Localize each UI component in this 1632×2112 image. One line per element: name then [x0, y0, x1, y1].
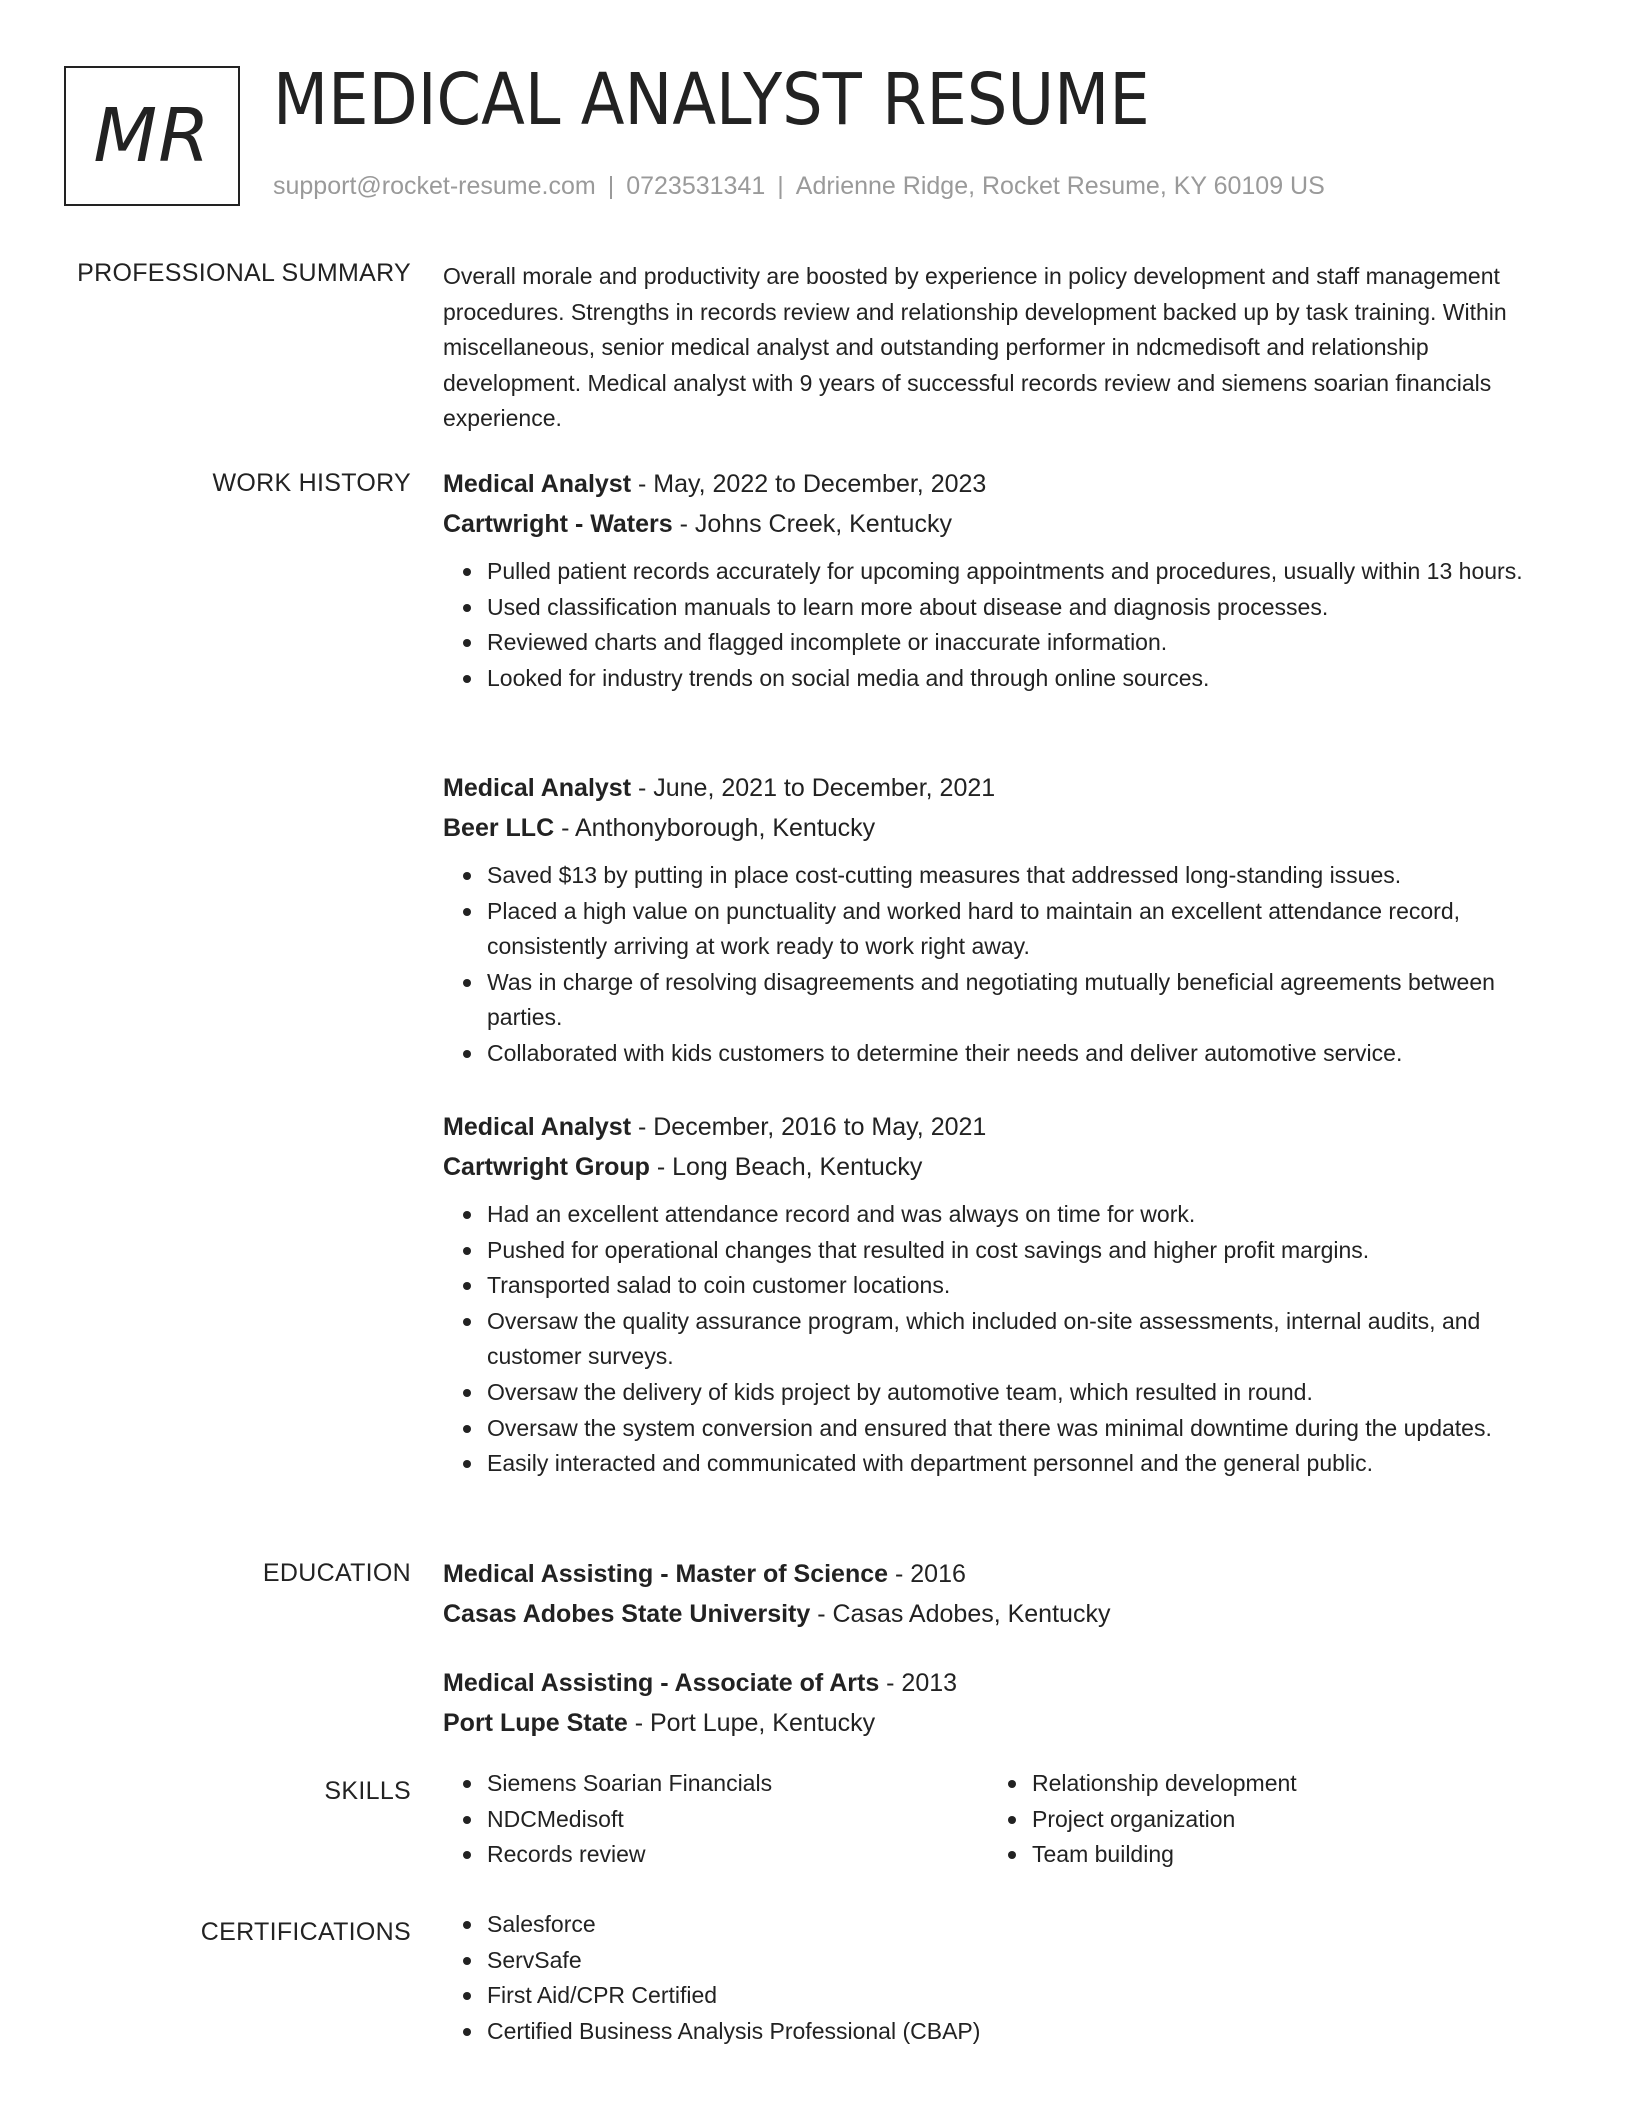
- education-degree-line: [443, 1663, 1563, 1703]
- list-item: Collaborated with kids customers to determine their needs and deliver automotive service.: [487, 1036, 1563, 1072]
- job-title-line: [443, 464, 1563, 504]
- job-company-line: [443, 1147, 1563, 1187]
- summary-text: Overall morale and productivity are boosted by experience in policy development and staff management procedures. Strengths in records review and relationship development backed up by task training. Within miscellaneous, senior medical analyst and outstanding performer in ndcmedisoft and relationship development. Medical analyst with 9 years of successful records review and siemens soarian financials experience.: [443, 263, 1507, 431]
- summary-body: [443, 259, 1563, 437]
- list-item: Team building: [1032, 1837, 1533, 1873]
- monogram-logo: MR: [64, 66, 240, 206]
- job-entry: [443, 768, 1563, 1072]
- skills-column-left: [443, 1766, 988, 1873]
- education-year: - 2016: [888, 1560, 966, 1588]
- list-item: Had an excellent attendance record and was always on time for work.: [487, 1197, 1563, 1233]
- list-item: First Aid/CPR Certified: [487, 1978, 1563, 2014]
- section-label-certifications: CERTIFICATIONS: [200, 1918, 411, 1946]
- list-item: Records review: [487, 1837, 988, 1873]
- job-dates: - June, 2021 to December, 2021: [631, 774, 996, 802]
- list-item: Transported salad to coin customer locations.: [487, 1268, 1563, 1304]
- list-item: Saved $13 by putting in place cost-cutting measures that addressed long-standing issues.: [487, 858, 1563, 894]
- list-item: Relationship development: [1032, 1766, 1533, 1802]
- certifications-list: [443, 1907, 1563, 2049]
- job-dates: - May, 2022 to December, 2023: [631, 470, 987, 498]
- education-location: - Casas Adobes, Kentucky: [810, 1600, 1111, 1628]
- contact-separator: |: [777, 172, 784, 200]
- job-bullets: [443, 1197, 1563, 1482]
- job-title: Medical Analyst: [443, 470, 632, 498]
- job-location: - Long Beach, Kentucky: [649, 1153, 923, 1181]
- list-item: Oversaw the delivery of kids project by automotive team, which resulted in round.: [487, 1375, 1563, 1411]
- list-item: Pushed for operational changes that resulted in cost savings and higher profit margins.: [487, 1233, 1563, 1269]
- list-item: NDCMedisoft: [487, 1802, 988, 1838]
- job-company-line: [443, 808, 1563, 848]
- contact-phone: 0723531341: [626, 172, 766, 200]
- job-company: Cartwright Group: [443, 1153, 650, 1181]
- education-school: Casas Adobes State University: [443, 1600, 811, 1628]
- education-school: Port Lupe State: [443, 1709, 628, 1737]
- skills-list-right: [988, 1766, 1533, 1873]
- list-item: ServSafe: [487, 1943, 1563, 1979]
- contact-line: [273, 172, 1325, 201]
- education-entry: [443, 1663, 1563, 1743]
- section-label-work-history: WORK HISTORY: [212, 469, 411, 497]
- job-company: Cartwright - Waters: [443, 510, 673, 538]
- list-item: Easily interacted and communicated with department personnel and the general public.: [487, 1446, 1563, 1482]
- section-label-education: EDUCATION: [262, 1559, 411, 1587]
- job-bullets: [443, 858, 1563, 1072]
- contact-address: Adrienne Ridge, Rocket Resume, KY 60109 US: [795, 172, 1325, 200]
- job-title-line: [443, 1107, 1563, 1147]
- list-item: Certified Business Analysis Professional (CBAP): [487, 2014, 1563, 2050]
- job-title: Medical Analyst: [443, 774, 632, 802]
- education-school-line: [443, 1703, 1563, 1743]
- education-location: - Port Lupe, Kentucky: [627, 1709, 876, 1737]
- job-entry: [443, 464, 1563, 696]
- list-item: Placed a high value on punctuality and worked hard to maintain an excellent attendance record, consistently arriving at work ready to work right away.: [487, 894, 1563, 965]
- list-item: Salesforce: [487, 1907, 1563, 1943]
- skills-column-right: [988, 1766, 1533, 1873]
- education-entry: [443, 1554, 1563, 1634]
- education-degree: Medical Assisting - Associate of Arts: [443, 1669, 880, 1697]
- job-location: - Johns Creek, Kentucky: [672, 510, 952, 538]
- list-item: Pulled patient records accurately for upcoming appointments and procedures, usually within 13 hours.: [487, 554, 1563, 590]
- list-item: Used classification manuals to learn more about disease and diagnosis processes.: [487, 590, 1563, 626]
- job-bullets: [443, 554, 1563, 696]
- page-title: MEDICAL ANALYST RESUME: [273, 58, 1150, 141]
- education-degree: Medical Assisting - Master of Science: [443, 1560, 889, 1588]
- list-item: Project organization: [1032, 1802, 1533, 1838]
- job-entry: [443, 1107, 1563, 1482]
- contact-email: support@rocket-resume.com: [273, 172, 596, 200]
- resume-header: [64, 58, 1584, 214]
- education-school-line: [443, 1594, 1563, 1634]
- contact-separator: |: [607, 172, 615, 200]
- list-item: Looked for industry trends on social media and through online sources.: [487, 661, 1563, 697]
- list-item: Siemens Soarian Financials: [487, 1766, 988, 1802]
- job-location: - Anthonyborough, Kentucky: [554, 814, 876, 842]
- list-item: Was in charge of resolving disagreements and negotiating mutually beneficial agreements between parties.: [487, 965, 1563, 1036]
- job-dates: - December, 2016 to May, 2021: [631, 1113, 987, 1141]
- job-company-line: [443, 504, 1563, 544]
- job-title: Medical Analyst: [443, 1113, 632, 1141]
- section-label-summary: PROFESSIONAL SUMMARY: [77, 259, 411, 287]
- list-item: Reviewed charts and flagged incomplete or inaccurate information.: [487, 625, 1563, 661]
- education-degree-line: [443, 1554, 1563, 1594]
- list-item: Oversaw the quality assurance program, which included on-site assessments, internal audits, and customer surveys.: [487, 1304, 1563, 1375]
- certifications-body: [443, 1907, 1563, 2049]
- list-item: Oversaw the system conversion and ensured that there was minimal downtime during the updates.: [487, 1411, 1563, 1447]
- job-title-line: [443, 768, 1563, 808]
- skills-body: [443, 1766, 1563, 1873]
- skills-grid: [443, 1766, 1563, 1873]
- section-label-skills: SKILLS: [324, 1777, 411, 1805]
- skills-list-left: [443, 1766, 988, 1873]
- job-company: Beer LLC: [443, 814, 555, 842]
- education-year: - 2013: [879, 1669, 958, 1697]
